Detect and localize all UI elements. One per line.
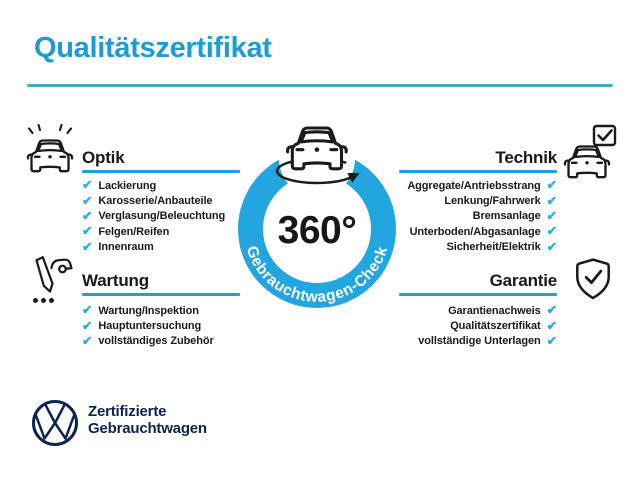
list-item-label: Innenraum	[98, 240, 154, 253]
vw-logo	[30, 398, 80, 448]
check-icon: ✔	[546, 239, 557, 254]
list-item-label: Bremsanlage	[472, 210, 541, 223]
list-item-label: Lackierung	[98, 179, 157, 192]
section-optik	[82, 148, 240, 173]
section-optik-underline	[82, 170, 240, 173]
360-check-badge	[218, 114, 418, 314]
section-technik	[399, 148, 557, 173]
list-item-label: Garantienachweis	[448, 304, 541, 317]
header-divider	[27, 84, 613, 87]
check-icon: ✔	[546, 333, 557, 348]
service-checklist-icon	[26, 254, 74, 306]
check-icon: ✔	[82, 333, 93, 348]
section-garantie-title: Garantie	[489, 271, 557, 290]
list-item-label: Sicherheit/Elektrik	[446, 240, 541, 253]
check-icon: ✔	[546, 303, 557, 318]
list-item-label: Wartung/Inspektion	[98, 304, 199, 317]
list-item-label: Verglasung/Beleuchtung	[98, 210, 226, 223]
car-shine-icon	[26, 124, 74, 178]
check-icon: ✔	[82, 178, 93, 193]
check-icon: ✔	[82, 303, 93, 318]
check-icon: ✔	[546, 193, 557, 208]
check-icon: ✔	[82, 318, 93, 333]
check-icon: ✔	[546, 178, 557, 193]
list-item-label: Aggregate/Antriebsstrang	[407, 179, 541, 192]
ring-label: Gebrauchtwagen-Check	[242, 243, 392, 307]
brand-line1: Zertifizierte	[88, 403, 167, 420]
section-wartung	[82, 271, 240, 296]
car-checkbox-icon	[561, 124, 618, 184]
list-item	[82, 334, 260, 349]
check-icon: ✔	[546, 208, 557, 223]
list-item-label: Karosserie/Anbauteile	[98, 194, 213, 207]
check-icon: ✔	[82, 208, 93, 223]
shield-check-icon	[574, 257, 612, 301]
list-item-label: Hauptuntersuchung	[98, 319, 202, 332]
page-title: Qualitätszertifikat	[34, 32, 272, 64]
section-optik-title: Optik	[82, 148, 125, 167]
check-icon: ✔	[546, 224, 557, 239]
section-wartung-underline	[82, 293, 240, 296]
check-icon: ✔	[546, 318, 557, 333]
brand-text	[88, 404, 207, 437]
section-garantie	[399, 271, 557, 296]
check-icon: ✔	[82, 239, 93, 254]
section-garantie-underline	[399, 293, 557, 296]
check-icon: ✔	[82, 224, 93, 239]
list-item	[379, 318, 557, 333]
list-item	[82, 318, 260, 333]
list-item-label: vollständiges Zubehör	[98, 335, 214, 348]
list-item-label: vollständige Unterlagen	[418, 335, 541, 348]
degree-label: 360°	[277, 209, 357, 252]
list-item	[379, 334, 557, 349]
section-wartung-title: Wartung	[82, 271, 149, 290]
brand-line2: Gebrauchtwagen	[88, 419, 207, 437]
section-technik-underline	[399, 170, 557, 173]
list-item-label: Qualitätszertifikat	[450, 319, 541, 332]
list-item-label: Unterboden/Abgasanlage	[409, 225, 541, 238]
section-technik-title: Technik	[495, 148, 557, 167]
list-item-label: Felgen/Reifen	[98, 225, 170, 238]
check-icon: ✔	[82, 193, 93, 208]
list-item-label: Lenkung/Fahrwerk	[444, 194, 541, 207]
